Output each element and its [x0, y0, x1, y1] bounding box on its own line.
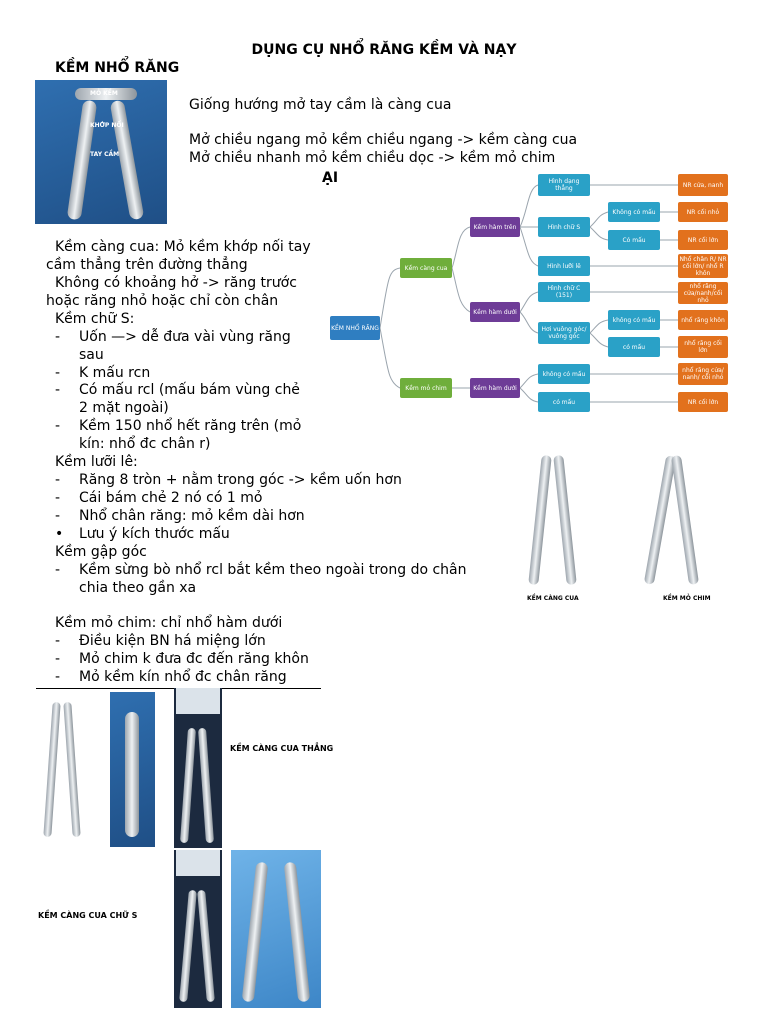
intro-line: Giống hướng mở tay cầm là càng cua [189, 97, 452, 113]
text-line: kín: nhổ đc chân r) [79, 436, 211, 452]
text-line: Kềm mỏ chim: chỉ nhổ hàm dưới [55, 615, 283, 631]
label-mo-kem: MỎ KỀM [90, 90, 118, 97]
diagram-node: Có mấu [608, 230, 660, 250]
text-line: K mấu rcn [79, 365, 151, 381]
diagram-leaf: NR cối lớn [678, 230, 728, 250]
diagram-node: có mấu [608, 337, 660, 357]
text-line: Lưu ý kích thước mấu [79, 526, 230, 542]
diagram-connectors [328, 170, 738, 415]
dash-bullet: - [55, 669, 61, 685]
caption-kem-cang-cua: KỀM CÀNG CUA [527, 595, 579, 602]
diagram-node: Kềm hàm dưới [470, 302, 520, 322]
diagram-node: Kềm hàm trên [470, 217, 520, 237]
text-line: Điều kiện BN há miệng lớn [79, 633, 266, 649]
text-line: Mỏ kềm kín nhổ đc chân răng [79, 669, 287, 685]
diagram-leaf: NR cối lớn [678, 392, 728, 412]
diagram-leaf: NR cửa, nanh [678, 174, 728, 196]
forceps-photo [110, 692, 155, 847]
dot-bullet: • [55, 526, 64, 542]
dash-bullet: - [55, 562, 61, 578]
partial-heading: ẠI [322, 170, 339, 186]
dash-bullet: - [55, 633, 61, 649]
diagram-node: Hình lưỡi lê [538, 256, 590, 276]
dash-bullet: - [55, 365, 61, 381]
diagram-node: không có mấu [538, 364, 590, 384]
forceps-tip-inset [176, 850, 220, 876]
diagram-node: không có mấu [608, 310, 660, 330]
text-line: Nhổ chân răng: mỏ kềm dài hơn [79, 508, 305, 524]
diagram-leaf: nhổ răng cửa/ nanh/ cối nhỏ [678, 363, 728, 385]
section-heading: KỀM NHỔ RĂNG [55, 60, 180, 76]
text-line: Cái bám chẻ 2 nó có 1 mỏ [79, 490, 263, 506]
diagram-leaf: NR cối nhỏ [678, 202, 728, 222]
forceps-comparison-photo [515, 440, 715, 605]
diagram-node: Kềm mỏ chim [400, 378, 452, 398]
text-line: 2 mặt ngoài) [79, 400, 169, 416]
classification-diagram [328, 170, 738, 415]
text-line: Kềm chữ S: [55, 311, 135, 327]
text-line: Không có khoảng hở -> răng trước [55, 275, 297, 291]
intro-line: Mở chiều ngang mỏ kềm chiều ngang -> kềm càng cua [189, 132, 578, 148]
label-tay-cam: TAY CẦM [90, 151, 120, 158]
text-line: Mỏ chim k đưa đc đến răng khôn [79, 651, 309, 667]
diagram-leaf: nhổ răng cối lớn [678, 336, 728, 358]
diagram-node: Hình chữ C (151) [538, 282, 590, 302]
text-line: Kềm lưỡi lê: [55, 454, 138, 470]
diagram-root: KỀM NHỔ RĂNG [330, 316, 380, 340]
text-line: Uốn —> dễ đưa vài vùng răng [79, 329, 291, 345]
dash-bullet: - [55, 490, 61, 506]
dash-bullet: - [55, 472, 61, 488]
dash-bullet: - [55, 508, 61, 524]
diagram-node: có mấu [538, 392, 590, 412]
text-line: hoặc răng nhỏ hoặc chỉ còn chân [46, 293, 279, 309]
text-line: Có mấu rcl (mấu bám vùng chẻ [79, 382, 300, 398]
text-line: sau [79, 347, 104, 363]
diagram-leaf: Nhổ chân R/ NR cối lớn/ nhổ R khôn [679, 255, 727, 277]
forceps-photo [231, 850, 321, 1008]
forceps-photo [174, 688, 222, 848]
dash-bullet: - [55, 329, 61, 345]
diagram-node: Hình chữ S [538, 217, 590, 237]
forceps-tip-inset [176, 688, 220, 714]
label-khop-noi: KHỚP NỐI [90, 122, 124, 129]
diagram-node: Kềm càng cua [400, 258, 452, 278]
diagram-node: Hơi vuông góc/ vuông góc [538, 322, 590, 344]
text-line: chia theo gần xa [79, 580, 197, 596]
diagram-node: Không có mấu [608, 202, 660, 222]
caption-cang-cua-chu-s: KỀM CÀNG CUA CHỮ S [38, 911, 138, 920]
diagram-leaf: nhổ răng khôn [678, 310, 728, 330]
diagram-node: Hình dạng thẳng [538, 174, 590, 196]
intro-line: Mở chiều nhanh mỏ kềm chiều dọc -> kềm mỏ chim [189, 150, 556, 166]
text-line: Răng 8 tròn + nằm trong góc -> kềm uốn hơn [79, 472, 402, 488]
text-line: Kềm sừng bò nhổ rcl bắt kềm theo ngoài trong do chân [79, 562, 467, 578]
diagram-leaf: nhổ răng cửa/nanh/cối nhỏ [678, 282, 728, 304]
forceps-photo [174, 850, 222, 1008]
dash-bullet: - [55, 418, 61, 434]
caption-cang-cua-thang: KỀM CÀNG CUA THẲNG [230, 744, 334, 753]
text-line: Kềm gập góc [55, 544, 147, 560]
page-title: DỤNG CỤ NHỔ RĂNG KỀM VÀ NẠY [251, 42, 517, 58]
text-line: Kềm 150 nhổ hết răng trên (mỏ [79, 418, 302, 434]
text-line: Kềm càng cua: Mỏ kềm khớp nối tay [55, 239, 311, 255]
forceps-anatomy-photo [35, 80, 167, 224]
text-line: cầm thẳng trên đường thẳng [46, 257, 248, 273]
caption-kem-mo-chim: KỀM MỎ CHIM [663, 595, 711, 602]
forceps-photo [36, 692, 96, 842]
dash-bullet: - [55, 651, 61, 667]
dash-bullet: - [55, 382, 61, 398]
diagram-node: Kềm hàm dưới [470, 378, 520, 398]
